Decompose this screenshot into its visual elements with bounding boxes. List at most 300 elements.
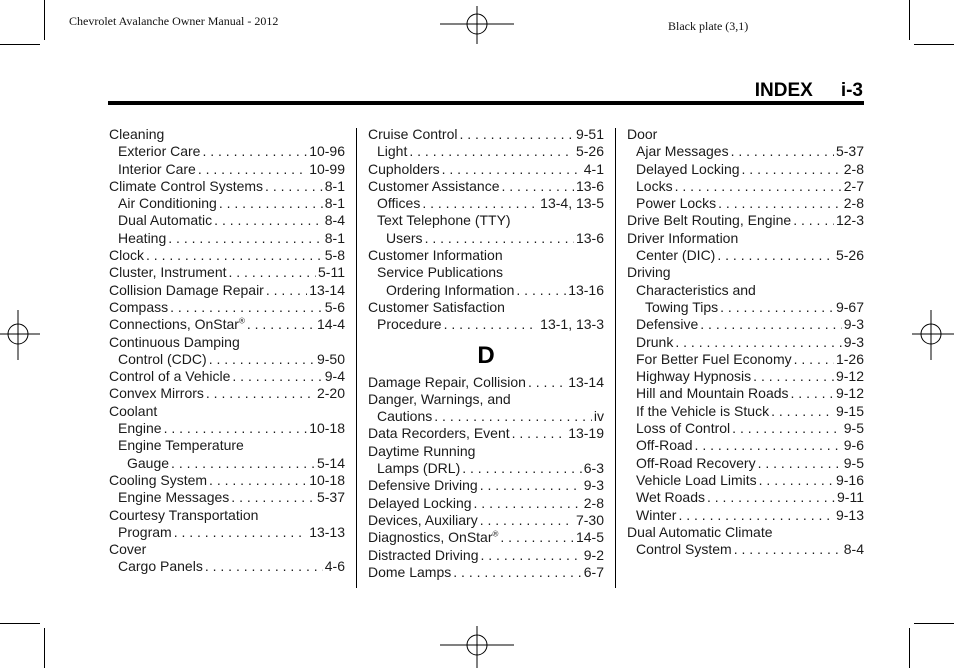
entry-term <box>627 230 738 247</box>
entry-page-ref: 5-8 <box>324 247 345 264</box>
entry-term <box>636 385 789 402</box>
index-entry <box>627 437 864 454</box>
dot-leader <box>516 282 566 299</box>
index-entry <box>627 264 864 281</box>
entry-term-text: Collision Damage Repair <box>109 281 264 298</box>
entry-term <box>636 161 740 178</box>
index-entry <box>368 247 604 264</box>
index-entry <box>109 126 345 143</box>
index-entry <box>109 403 345 420</box>
entry-term-text: Power Locks <box>636 195 717 212</box>
entry-term-text: Off-Road Recovery <box>636 454 756 471</box>
entry-page-ref: 12-3 <box>835 212 864 229</box>
entry-term-text: Damage Repair, Collision <box>368 373 526 390</box>
dot-leader <box>675 178 842 195</box>
entry-term-text: Dome Lamps <box>368 563 452 580</box>
dot-leader <box>500 529 574 546</box>
entry-page-ref: 2-8 <box>583 494 604 511</box>
dot-leader <box>409 143 574 160</box>
index-entry <box>368 126 604 143</box>
entry-term <box>109 247 144 264</box>
entry-term <box>368 299 505 316</box>
entry-page-ref: 5-37 <box>316 489 345 506</box>
index-column-2 <box>368 126 604 581</box>
index-entry <box>109 282 345 299</box>
entry-term <box>636 351 792 368</box>
entry-term <box>109 299 168 316</box>
entry-term-text: Door <box>627 126 658 142</box>
entry-term <box>109 126 164 143</box>
entry-page-ref: 13-16 <box>568 281 604 298</box>
dot-leader <box>453 564 582 581</box>
entry-term <box>118 420 162 437</box>
dot-leader <box>231 489 315 506</box>
crop-mark <box>909 628 910 668</box>
entry-page-ref: 2-8 <box>843 160 864 177</box>
entry-term-text: Program <box>118 523 172 540</box>
entry-term <box>118 161 196 178</box>
entry-page-ref: 9-3 <box>843 316 864 333</box>
index-entry <box>627 403 864 420</box>
entry-term <box>368 178 500 195</box>
dot-leader <box>695 437 842 454</box>
entry-page-ref: 9-50 <box>316 350 345 367</box>
entry-page-ref: 8-1 <box>324 229 345 246</box>
index-entry <box>627 507 864 524</box>
dot-leader <box>168 230 323 247</box>
dot-leader <box>480 547 581 564</box>
entry-term-text: Diagnostics, OnStar <box>368 529 493 546</box>
dot-leader <box>480 512 574 529</box>
entry-page-ref: iv <box>593 408 604 425</box>
entry-page-ref: 10-18 <box>309 471 345 488</box>
index-entry <box>627 472 864 489</box>
entry-term <box>368 126 457 143</box>
entry-page-ref: 8-1 <box>324 177 345 194</box>
entry-term <box>377 460 460 477</box>
entry-page-ref: 9-6 <box>843 437 864 454</box>
crop-mark <box>44 0 45 40</box>
dot-leader <box>732 420 842 437</box>
dot-leader <box>707 489 835 506</box>
dot-leader <box>206 385 315 402</box>
crop-mark <box>0 623 40 624</box>
entry-term-text: Text Telephone (TTY) <box>377 212 511 229</box>
entry-term <box>636 507 676 524</box>
index-entry <box>627 282 864 299</box>
entry-term-text: Winter <box>636 506 677 523</box>
index-entry <box>109 143 345 160</box>
entry-term <box>627 264 671 281</box>
dot-leader <box>717 247 834 264</box>
entry-term-text: Delayed Locking <box>368 494 472 511</box>
entry-term <box>368 425 510 442</box>
entry-term-text: Coolant <box>109 402 158 419</box>
entry-term <box>636 334 673 351</box>
entry-page-ref: 2-8 <box>843 195 864 212</box>
entry-term-text: Defensive Driving <box>368 477 478 494</box>
dot-leader <box>198 161 307 178</box>
registration-mark-right <box>912 310 954 360</box>
entry-term-text: Wet Roads <box>636 489 705 506</box>
entry-page-ref: 13-6 <box>575 229 604 246</box>
entry-term <box>109 403 157 420</box>
dot-leader <box>462 460 582 477</box>
index-entry <box>627 541 864 558</box>
index-entry <box>109 541 345 558</box>
entry-term-text: Climate Control Systems <box>109 177 264 194</box>
entry-page-ref: 9-67 <box>835 298 864 315</box>
index-entry <box>368 212 604 229</box>
dot-leader <box>266 282 307 299</box>
entry-term-text: If the Vehicle is Stuck <box>636 402 770 419</box>
entry-term <box>377 212 511 229</box>
entry-term <box>645 299 718 316</box>
entry-term <box>368 547 478 564</box>
index-entry <box>627 126 864 143</box>
entry-term-text: Engine <box>118 420 162 437</box>
dot-leader <box>247 316 315 333</box>
registration-mark-top <box>440 6 514 44</box>
entry-term-text: Customer Information <box>368 247 503 264</box>
index-entry <box>627 247 864 264</box>
dot-leader <box>742 161 842 178</box>
entry-term <box>636 178 673 195</box>
entry-term-text: Compass <box>109 298 169 315</box>
entry-term <box>386 282 514 299</box>
entry-term <box>368 564 451 581</box>
dot-leader <box>205 558 323 575</box>
entry-term <box>636 368 751 385</box>
index-entry <box>368 374 604 391</box>
dot-leader <box>171 455 315 472</box>
dot-leader <box>731 143 834 160</box>
index-entry <box>627 455 864 472</box>
entry-page-ref: 13-19 <box>568 425 604 442</box>
dot-leader <box>734 541 842 558</box>
entry-term-text: Center (DIC) <box>636 247 716 264</box>
entry-term <box>377 195 420 212</box>
entry-page-ref: 9-11 <box>837 489 864 506</box>
column-divider <box>356 128 357 588</box>
entry-term <box>636 316 698 333</box>
index-entry <box>368 161 604 178</box>
entry-term <box>368 512 478 529</box>
entry-term <box>627 212 791 229</box>
entry-term <box>377 316 442 333</box>
index-entry <box>368 460 604 477</box>
entry-term-text: Continuous Damping <box>109 333 240 350</box>
entry-term-text: Service Publications <box>377 264 504 281</box>
entry-page-ref: 5-11 <box>318 264 345 281</box>
entry-term <box>368 247 503 264</box>
entry-term <box>636 472 757 489</box>
index-entry <box>109 334 345 351</box>
entry-term <box>368 391 511 408</box>
index-entry <box>368 443 604 460</box>
entry-page-ref: 7-30 <box>575 511 604 528</box>
index-entry <box>109 385 345 402</box>
dot-leader <box>444 316 539 333</box>
entry-page-ref: 8-4 <box>324 212 345 229</box>
entry-term-text: Light <box>377 143 408 160</box>
entry-term-text: Procedure <box>377 316 442 333</box>
dot-leader <box>214 212 323 229</box>
index-entry <box>109 472 345 489</box>
entry-page-ref: 5-26 <box>575 143 604 160</box>
index-entry <box>627 524 864 541</box>
entry-term-text: Distracted Driving <box>368 546 479 563</box>
index-entry <box>109 178 345 195</box>
entry-page-ref: 13-6 <box>575 177 604 194</box>
index-entry <box>368 195 604 212</box>
entry-term-text: Control (CDC) <box>118 350 207 367</box>
entry-term <box>127 455 169 472</box>
page-number: i-3 <box>840 80 863 101</box>
entry-page-ref: 9-15 <box>835 402 864 419</box>
entry-term <box>636 143 729 160</box>
entry-page-ref: 9-3 <box>583 477 604 494</box>
entry-term <box>118 351 207 368</box>
index-entry <box>109 524 345 541</box>
entry-term-text: Defensive <box>636 316 699 333</box>
entry-page-ref: 8-4 <box>843 541 864 558</box>
index-entry <box>368 391 604 408</box>
index-entry <box>109 351 345 368</box>
index-entry <box>109 247 345 264</box>
dot-leader <box>718 195 842 212</box>
index-entry <box>627 351 864 368</box>
entry-term-text: Users <box>386 229 423 246</box>
entry-term-text: Cleaning <box>109 126 165 142</box>
entry-term-text: Heating <box>118 229 167 246</box>
entry-term <box>118 437 244 454</box>
index-entry <box>109 195 345 212</box>
index-entry <box>109 507 345 524</box>
entry-term <box>377 408 432 425</box>
dot-leader <box>675 334 841 351</box>
entry-page-ref: 10-99 <box>309 160 345 177</box>
index-entry <box>627 368 864 385</box>
index-entry <box>627 178 864 195</box>
dot-leader <box>209 351 315 368</box>
entry-term-text: Cover <box>109 541 147 558</box>
entry-term-text: Danger, Warnings, and <box>368 390 511 407</box>
entry-term-text: Off-Road <box>636 437 693 454</box>
registration-mark-bottom <box>440 626 514 668</box>
entry-term <box>377 264 503 281</box>
column-divider <box>615 128 616 588</box>
dot-leader <box>202 143 307 160</box>
entry-term <box>636 489 705 506</box>
entry-term-text: Engine Messages <box>118 489 230 506</box>
entry-page-ref: 6-3 <box>583 460 604 477</box>
dot-leader <box>753 368 834 385</box>
entry-term <box>627 126 657 143</box>
entry-term-text: Control System <box>636 541 732 558</box>
index-entry <box>368 512 604 529</box>
index-entry <box>109 212 345 229</box>
entry-term <box>368 495 472 512</box>
crop-mark <box>0 44 40 45</box>
crop-mark <box>44 628 45 668</box>
entry-term <box>636 247 715 264</box>
entry-term-text: Interior Care <box>118 160 196 177</box>
entry-term <box>636 403 769 420</box>
entry-term-text: Dual Automatic Climate <box>627 523 773 540</box>
entry-term-text: Customer Satisfaction <box>368 298 505 315</box>
index-entry <box>368 264 604 281</box>
entry-term-text: Ajar Messages <box>636 143 729 160</box>
entry-term-text: Drive Belt Routing, Engine <box>627 212 792 229</box>
entry-page-ref: 9-12 <box>835 368 864 385</box>
dot-leader <box>422 195 538 212</box>
dot-leader <box>758 455 842 472</box>
entry-term <box>118 195 217 212</box>
dot-leader <box>502 178 574 195</box>
index-entry <box>627 299 864 316</box>
entry-term <box>636 455 756 472</box>
entry-term-text: Data Recorders, Event <box>368 425 510 442</box>
index-entry <box>627 195 864 212</box>
crop-mark <box>914 623 954 624</box>
entry-term-text: Vehicle Load Limits <box>636 471 757 488</box>
entry-term-text: Engine Temperature <box>118 437 244 454</box>
dot-leader <box>232 368 322 385</box>
index-entry <box>109 161 345 178</box>
entry-term-text: Cargo Panels <box>118 558 203 575</box>
index-entry <box>109 489 345 506</box>
index-entry <box>627 489 864 506</box>
entry-page-ref: 5-6 <box>324 298 345 315</box>
index-column-1 <box>109 126 345 576</box>
dot-leader <box>434 408 592 425</box>
index-entry <box>109 455 345 472</box>
index-entry <box>368 425 604 442</box>
page-title <box>700 80 863 102</box>
entry-term <box>109 264 227 281</box>
entry-page-ref: 9-5 <box>843 420 864 437</box>
dot-leader <box>170 299 323 316</box>
crop-mark <box>909 0 910 40</box>
entry-term-text: Courtesy Transportation <box>109 506 259 523</box>
index-entry <box>109 316 345 333</box>
entry-term-text: Air Conditioning <box>118 195 217 212</box>
entry-term <box>636 282 756 299</box>
index-entry <box>627 334 864 351</box>
entry-page-ref: 2-20 <box>316 385 345 402</box>
entry-term <box>118 143 200 160</box>
entry-term <box>636 541 732 558</box>
dot-leader <box>794 351 834 368</box>
index-entry <box>368 316 604 333</box>
entry-term <box>368 161 440 178</box>
entry-term <box>118 558 203 575</box>
plate-label: Black plate (3,1) <box>668 19 749 33</box>
index-entry <box>627 230 864 247</box>
entry-term-text: Convex Mirrors <box>109 385 204 402</box>
entry-page-ref: 4-6 <box>324 558 345 575</box>
entry-term <box>109 316 245 333</box>
dot-leader <box>771 403 834 420</box>
entry-page-ref: 9-51 <box>575 126 604 142</box>
dot-leader <box>480 477 582 494</box>
registered-mark: ® <box>492 529 499 539</box>
dot-leader <box>759 472 834 489</box>
entry-term-text: Cooling System <box>109 471 208 488</box>
index-entry <box>109 299 345 316</box>
entry-page-ref: 4-1 <box>583 160 604 177</box>
entry-term <box>386 230 423 247</box>
index-entry <box>368 564 604 581</box>
entry-term <box>636 437 693 454</box>
index-entry <box>368 282 604 299</box>
index-entry <box>368 477 604 494</box>
entry-term-text: Driver Information <box>627 229 739 246</box>
index-entry <box>368 495 604 512</box>
entry-term <box>109 385 204 402</box>
entry-term <box>368 443 475 460</box>
entry-term <box>377 143 407 160</box>
entry-page-ref: 13-13 <box>309 523 345 540</box>
dot-leader <box>146 247 323 264</box>
index-entry <box>109 368 345 385</box>
entry-page-ref: 5-14 <box>316 454 345 471</box>
entry-term-text: Exterior Care <box>118 143 201 160</box>
entry-term-text: Characteristics and <box>636 281 756 298</box>
dot-leader <box>528 374 566 391</box>
entry-page-ref: 14-4 <box>316 316 345 333</box>
header-rule <box>108 101 864 105</box>
entry-term-text: Connections, OnStar <box>109 316 239 333</box>
entry-page-ref: 9-3 <box>843 333 864 350</box>
entry-page-ref: 5-26 <box>835 247 864 264</box>
dot-leader <box>229 264 317 281</box>
entry-term-text: Cautions <box>377 408 433 425</box>
entry-term-text: Highway Hypnosis <box>636 368 752 385</box>
dot-leader <box>512 425 567 442</box>
entry-term-text: Cupholders <box>368 160 440 177</box>
entry-term <box>368 529 498 546</box>
dot-leader <box>425 230 574 247</box>
index-column-3 <box>627 126 864 558</box>
entry-page-ref: 9-16 <box>835 471 864 488</box>
index-entry <box>627 161 864 178</box>
entry-term-text: Clock <box>109 247 145 264</box>
index-entry <box>368 178 604 195</box>
entry-term <box>109 178 263 195</box>
entry-term <box>118 230 166 247</box>
dot-leader <box>209 472 307 489</box>
dot-leader <box>174 524 308 541</box>
index-entry <box>368 299 604 316</box>
registration-mark-left <box>0 310 40 360</box>
entry-page-ref: 5-37 <box>835 143 864 160</box>
entry-term <box>368 374 526 391</box>
entry-page-ref: 13-1, 13-3 <box>540 316 604 333</box>
entry-term-text: Daytime Running <box>368 442 476 459</box>
entry-term-text: Ordering Information <box>386 281 515 298</box>
entry-page-ref: 9-5 <box>843 454 864 471</box>
entry-page-ref: 9-2 <box>583 546 604 563</box>
dot-leader <box>459 126 573 143</box>
entry-page-ref: 10-18 <box>309 420 345 437</box>
entry-page-ref: 9-13 <box>835 506 864 523</box>
entry-term-text: Dual Automatic <box>118 212 213 229</box>
entry-term <box>636 420 730 437</box>
entry-term <box>118 489 229 506</box>
dot-leader <box>678 507 834 524</box>
